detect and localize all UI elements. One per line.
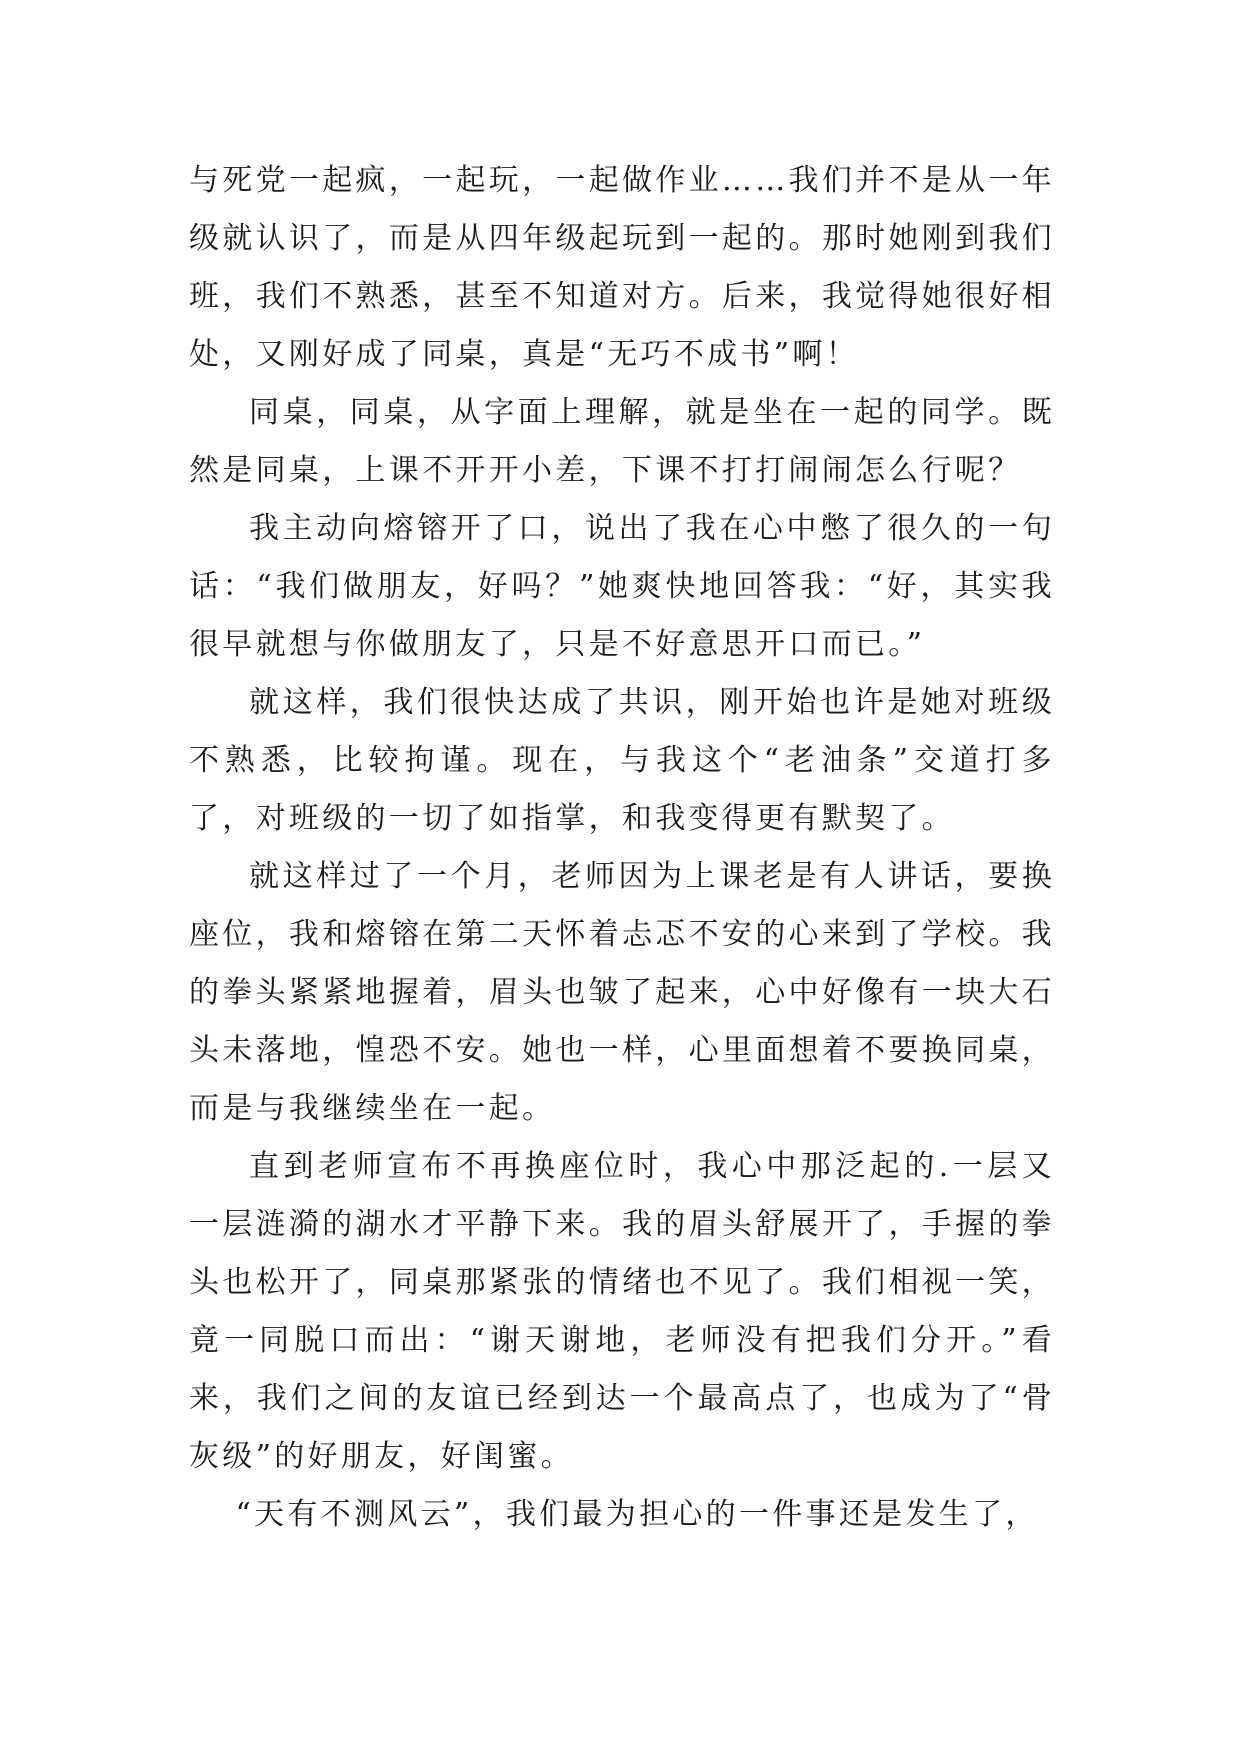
paragraph-5: 就这样过了一个月，老师因为上课老是有人讲话，要换座位，我和熔镕在第二天怀着忐忑不安的心来到了学校。我的拳头紧紧地握着，眉头也皱了起来，心中好像有一块大石头未落地，惶恐不安。她也一样，心里面想着不要换同桌，而是与我继续坐在一起。 (189, 859, 1055, 1126)
paragraph-4: 就这样，我们很快达成了共识，刚开始也许是她对班级不熟悉，比较拘谨。现在，与我这个“老油条”交道打多了，对班级的一切了如指掌，和我变得更有默契了。 (189, 685, 1055, 836)
paragraph-7: “天有不测风云”，我们最为担心的一件事还是发生了， (235, 1497, 1039, 1532)
paragraph-3: 我主动向熔镕开了口，说出了我在心中憋了很久的一句话：“我们做朋友，好吗？”她爽快地回答我：“好，其实我很早就想与你做朋友了，只是不好意思开口而已。” (189, 511, 1055, 662)
paragraph-6: 直到老师宣布不再换座位时，我心中那泛起的.一层又一层涟漪的湖水才平静下来。我的眉头舒展开了，手握的拳头也松开了，同桌那紧张的情绪也不见了。我们相视一笑，竟一同脱口而出：“谢天谢地，老师没有把我们分开。”看来，我们之间的友谊已经到达一个最高点了，也成为了“骨灰级”的好朋友，好闺蜜。 (189, 1149, 1055, 1474)
document-body (189, 152, 1055, 1544)
paragraph-1: 与死党一起疯，一起玩，一起做作业……我们并不是从一年级就认识了，而是从四年级起玩到一起的。那时她刚到我们班，我们不熟悉，甚至不知道对方。后来，我觉得她很好相处，又刚好成了同桌，真是“无巧不成书”啊！ (189, 163, 1055, 372)
paragraph-2: 同桌，同桌，从字面上理解，就是坐在一起的同学。既然是同桌，上课不开开小差，下课不打打闹闹怎么行呢？ (189, 395, 1055, 488)
